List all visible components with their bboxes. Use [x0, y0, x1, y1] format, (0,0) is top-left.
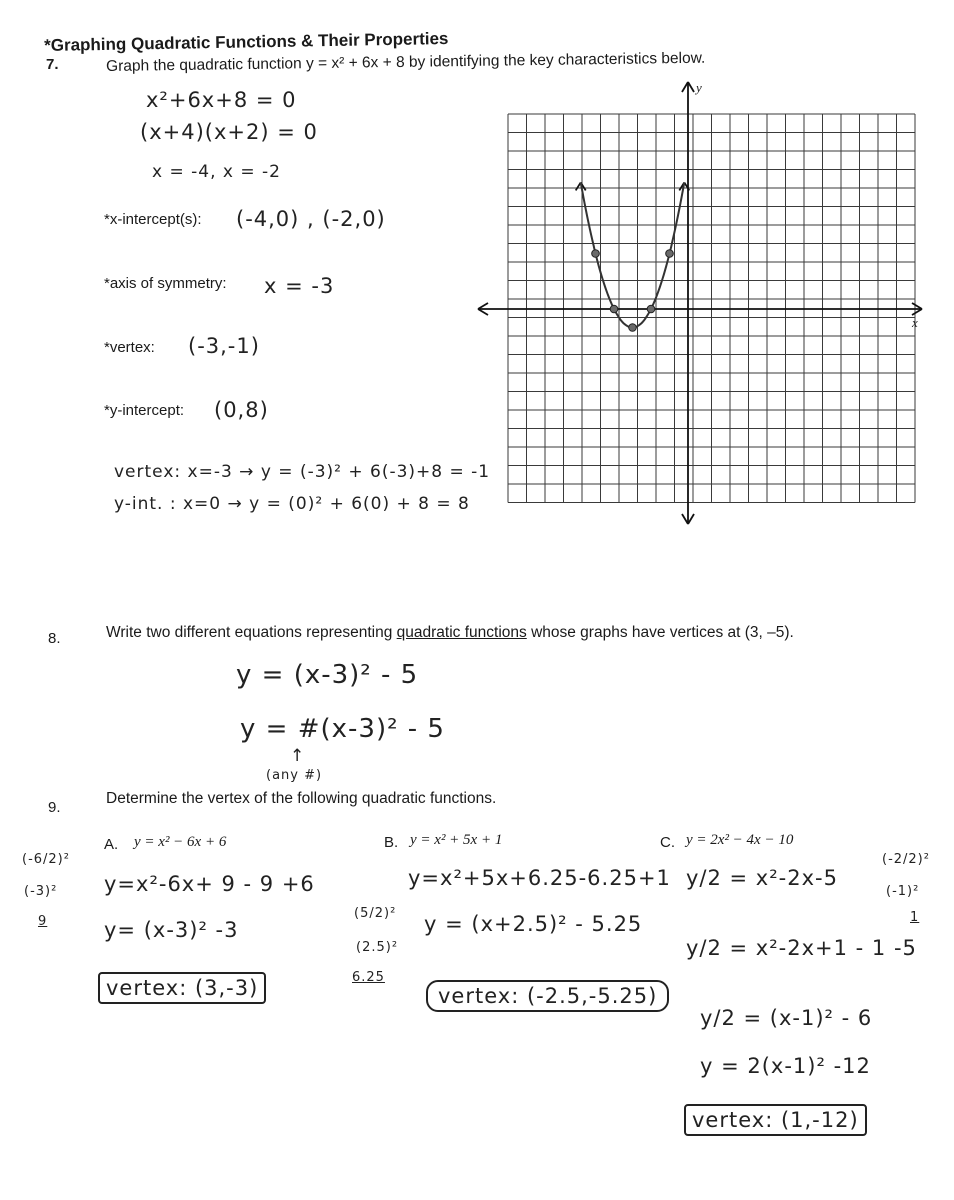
q9a-side-work-2: (-3)²: [24, 884, 58, 899]
q9c-label: C.: [660, 834, 675, 851]
q9c-step-4: y = 2(x-1)² -12: [700, 1054, 871, 1078]
q9c-side-work-1: (-2/2)²: [882, 852, 930, 867]
plotted-point: [629, 324, 637, 332]
plotted-point: [647, 305, 655, 313]
question-7-prompt: Graph the quadratic function y = x² + 6x + 8 by identifying the key characteristics below.: [106, 49, 706, 75]
axis-of-symmetry-label: *axis of symmetry:: [104, 275, 227, 292]
x-intercepts-answer: (-4,0) , (-2,0): [236, 207, 386, 231]
page-title: *Graphing Quadratic Functions & Their Properties: [44, 28, 449, 55]
q9c-side-work-2: (-1)²: [886, 884, 920, 899]
q8-any-number-note: (any #): [266, 768, 323, 783]
vertex-answer: (-3,-1): [188, 334, 260, 358]
plotted-point: [666, 250, 674, 258]
q9b-vertex-answer: vertex: (-2.5,-5.25): [426, 980, 669, 1012]
q8-equation-2: y = #(x-3)² - 5: [240, 714, 445, 744]
q9c-step-2: y/2 = x²-2x+1 - 1 -5: [686, 936, 917, 960]
x-intercepts-label: *x-intercept(s):: [104, 211, 202, 228]
vertex-label: *vertex:: [104, 339, 155, 356]
q9b-step-2: y = (x+2.5)² - 5.25: [424, 912, 643, 936]
q9c-step-3: y/2 = (x-1)² - 6: [700, 1006, 873, 1030]
question-8-prompt: Write two different equations representing quadratic functions whose graphs have vertices at (3, –5).: [106, 624, 794, 641]
y-intercept-check-work: y-int. : x=0 → y = (0)² + 6(0) + 8 = 8: [114, 494, 470, 514]
q8-equation-1: y = (x-3)² - 5: [236, 660, 419, 690]
x-axis-label: x: [912, 315, 918, 330]
y-axis-arrow-down: [682, 514, 688, 524]
q8-arrow: ↑: [290, 746, 306, 766]
y-intercept-label: *y-intercept:: [104, 402, 185, 419]
q9a-step-1: y=x²-6x+ 9 - 9 +6: [104, 872, 315, 896]
axis-of-symmetry-answer: x = -3: [264, 274, 335, 298]
q9b-side-work-2: (2.5)²: [356, 940, 399, 955]
q9c-side-work-3: 1: [910, 910, 920, 925]
q9b-side-work-1: (5/2)²: [354, 906, 397, 921]
q9a-vertex-answer: vertex: (3,-3): [98, 972, 266, 1004]
y-axis-label: y: [696, 80, 702, 95]
vertex-check-work: vertex: x=-3 → y = (-3)² + 6(-3)+8 = -1: [114, 462, 491, 482]
quadratic-functions-underlined: quadratic functions: [396, 624, 527, 641]
q9c-vertex-answer: vertex: (1,-12): [684, 1104, 867, 1136]
q7-work-line-1: x²+6x+8 = 0: [146, 88, 297, 112]
q9b-equation: y = x² + 5x + 1: [410, 832, 503, 848]
q9b-label: B.: [384, 834, 399, 851]
q9a-side-work-1: (-6/2)²: [22, 852, 70, 867]
question-7-number: 7.: [46, 56, 59, 73]
y-intercept-answer: (0,8): [214, 398, 269, 422]
question-9-number: 9.: [48, 799, 61, 816]
q9a-step-2: y= (x-3)² -3: [104, 918, 239, 942]
y-axis-arrow-down: [688, 514, 694, 524]
coordinate-graph: [470, 78, 930, 538]
y-axis-arrow-up: [688, 82, 694, 92]
q9a-label: A.: [104, 836, 119, 853]
q9a-equation: y = x² − 6x + 6: [134, 834, 227, 850]
question-9-prompt: Determine the vertex of the following quadratic functions.: [106, 790, 497, 807]
q9c-equation: y = 2x² − 4x − 10: [686, 832, 794, 848]
q9b-step-1: y=x²+5x+6.25-6.25+1: [408, 866, 671, 890]
y-axis-arrow-up: [682, 82, 688, 92]
q9b-side-work-3: 6.25: [352, 970, 385, 985]
plotted-point: [592, 250, 600, 258]
q9c-step-1: y/2 = x²-2x-5: [686, 866, 838, 890]
plotted-point: [610, 305, 618, 313]
q7-work-line-3: x = -4, x = -2: [152, 162, 281, 182]
q9a-side-work-3: 9: [38, 914, 48, 929]
question-8-number: 8.: [48, 630, 61, 647]
q7-work-line-2: (x+4)(x+2) = 0: [140, 120, 318, 144]
